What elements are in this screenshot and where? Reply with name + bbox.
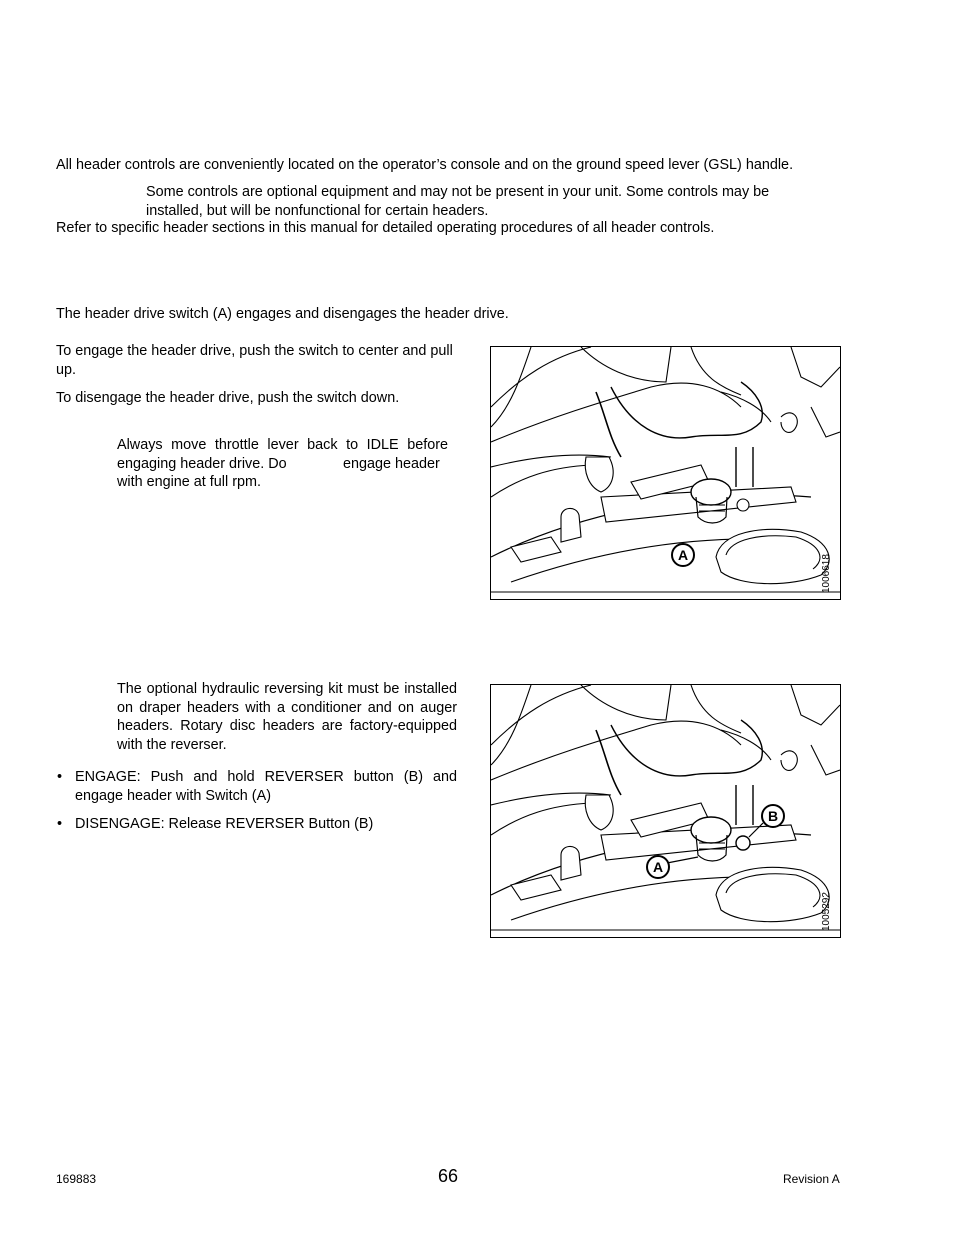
revision-label: Revision A — [783, 1172, 840, 1186]
document-number: 169883 — [56, 1172, 97, 1186]
caution-line-2b: engage header — [343, 456, 440, 472]
note-line-2: installed, but will be nonfunctional for certain headers. — [146, 203, 489, 219]
callout-a: A — [646, 855, 670, 879]
intro-paragraph: All header controls are conveniently located on the operator’s console and on the ground speed lever (GSL) handle. — [56, 157, 794, 173]
figure-id: 1005292 — [821, 892, 832, 931]
page-number: 66 — [438, 1166, 459, 1186]
note-line-1: Some controls are optional equipment and may not be present in your unit. Some controls may be — [146, 184, 770, 200]
caution-line-2a: engaging header drive. Do — [117, 456, 287, 472]
header-drive-switch-figure — [490, 346, 841, 600]
reverser-button-figure — [490, 684, 841, 938]
bullet-marker: • — [57, 769, 63, 785]
caution-line-1: Always move throttle lever back to IDLE before — [117, 437, 448, 453]
reference-paragraph: Refer to specific header sections in this manual for detailed operating procedures of all header controls. — [56, 220, 715, 236]
header-drive-description: The header drive switch (A) engages and disengages the header drive. — [56, 306, 509, 322]
disengage-instruction: To disengage the header drive, push the switch down. — [56, 390, 400, 406]
console-illustration — [491, 347, 840, 599]
disengage-bullet: DISENGAGE: Release REVERSER Button (B) — [75, 816, 374, 832]
engage-instruction: To engage the header drive, push the switch to center and pull up. — [56, 343, 453, 378]
engage-bullet: ENGAGE: Push and hold REVERSER button (B) and engage header with Switch (A) — [75, 769, 457, 804]
console-illustration — [491, 685, 840, 937]
reverser-note: The optional hydraulic reversing kit must be installed on draper headers with a conditioner and on auger headers. Rotary disc headers are factory-equipped with the reverser. — [117, 681, 457, 753]
callout-a: A — [671, 543, 695, 567]
caution-line-3: with engine at full rpm. — [117, 474, 261, 490]
bullet-marker: • — [57, 816, 63, 832]
figure-id: 1006618 — [821, 554, 832, 593]
callout-b: B — [761, 804, 785, 828]
